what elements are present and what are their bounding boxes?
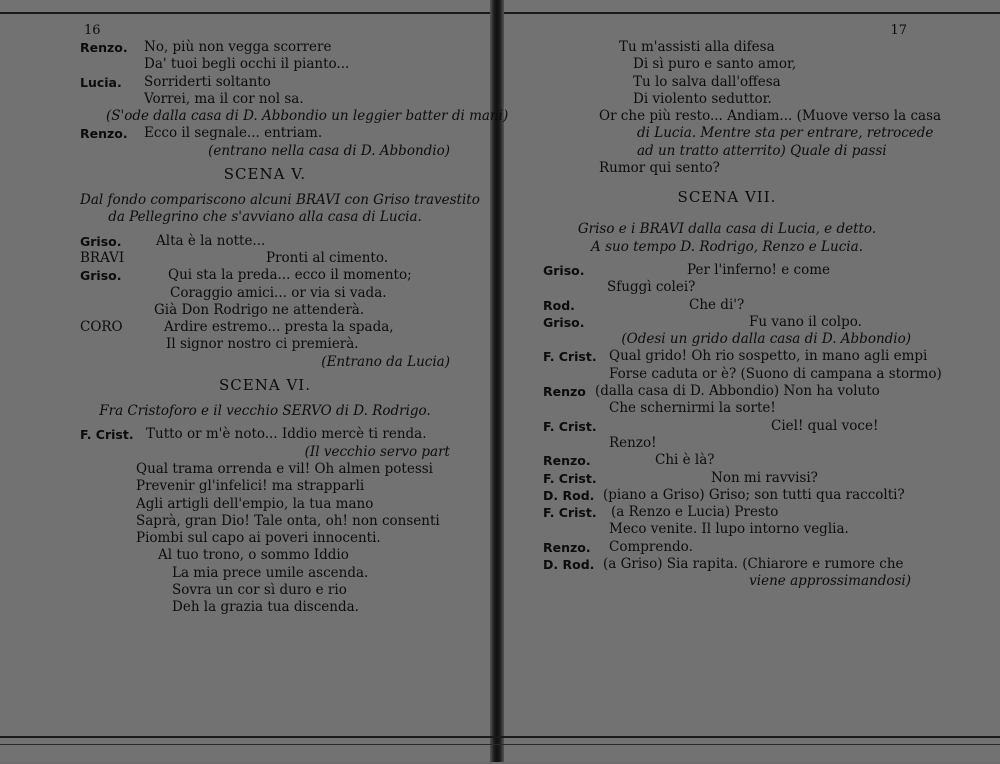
script-line: Deh la grazia tua discenda. xyxy=(172,599,359,616)
script-line: CORO Ardire estremo... presta la spada, xyxy=(80,319,394,336)
script-line: Sfuggì colei? xyxy=(607,279,696,296)
script-line: Prevenir gl'infelici! ma strapparli xyxy=(136,478,365,495)
script-line: Al tuo trono, o sommo Iddio xyxy=(158,547,349,564)
script-line: Che schernirmi la sorte! xyxy=(609,400,776,417)
script-line: Rod. Che di'? xyxy=(543,296,745,313)
page-bottom-edge xyxy=(0,736,1000,764)
script-line: Tu lo salva dall'offesa xyxy=(633,73,781,90)
stage-direction: di Lucia. Mentre sta per entrare, retrocede xyxy=(637,125,934,142)
scene-intro: da Pellegrino che s'avviano alla casa di Lucia. xyxy=(108,209,422,226)
stage-direction: (S'ode dalla casa di D. Abbondio un leggier batter di mani) xyxy=(106,108,509,125)
script-line: Lucia. Sorriderti soltanto xyxy=(80,73,271,90)
script-line: Di violento seduttor. xyxy=(633,90,772,107)
script-line: Il signor nostro ci premierà. xyxy=(166,336,359,353)
script-line: Di sì puro e santo amor, xyxy=(633,56,797,73)
script-line: F. Crist. Ciel! qual voce! xyxy=(543,417,879,434)
script-line: BRAVI Pronti al cimento. xyxy=(80,249,389,266)
stage-direction: (Il vecchio servo part xyxy=(304,443,450,460)
script-line: Saprà, gran Dio! Tale onta, oh! non consenti xyxy=(136,512,440,529)
script-line: Agli artigli dell'empio, la tua mano xyxy=(136,495,374,512)
script-line: Renzo. Ecco il segnale... entriam. xyxy=(80,125,323,142)
script-line: Renzo. No, più non vegga scorrere xyxy=(80,39,332,55)
left-page xyxy=(80,22,509,734)
script-line: Vorrei, ma il cor nol sa. xyxy=(144,90,304,107)
script-line: Meco venite. Il lupo intorno veglia. xyxy=(609,521,849,538)
right-page xyxy=(543,22,942,734)
script-line: Coraggio amici... or via si vada. xyxy=(170,284,387,301)
script-line: Piombi sul capo ai poveri innocenti. xyxy=(136,530,381,547)
script-line: Renzo. Chi è là? xyxy=(543,452,715,469)
script-line: Renzo (dalla casa di D. Abbondio) Non ha voluto xyxy=(543,383,880,400)
stage-direction: (Odesi un grido dalla casa di D. Abbondio) xyxy=(621,331,911,348)
script-line: ad un tratto atterrito) Quale di passi xyxy=(637,142,887,159)
script-line: F. Crist. Qual grido! Oh rio sospetto, in mano agli empi xyxy=(543,348,928,365)
script-line: Tu m'assisti alla difesa xyxy=(619,39,775,55)
script-line: Griso. Qui sta la preda... ecco il momento; xyxy=(80,267,412,284)
script-line: Già Don Rodrigo ne attenderà. xyxy=(154,301,365,318)
stage-direction: viene approssimandosi) xyxy=(749,573,911,590)
script-line: Or che più resto... Andiam... (Muove verso la casa xyxy=(599,108,942,125)
scene-intro: Fra Cristoforo e il vecchio SERVO di D. Rodrigo. xyxy=(99,403,431,420)
script-line: Sovra un cor sì duro e rio xyxy=(172,582,347,599)
script-line: Qual trama orrenda e vil! Oh almen potessi xyxy=(136,460,433,477)
scene-intro: Griso e i BRAVI dalla casa di Lucia, e detto. xyxy=(577,221,877,238)
script-line: F. Crist. Tutto or m'è noto... Iddio mercè ti renda. xyxy=(80,426,427,443)
script-line: F. Crist. (a Renzo e Lucia) Presto xyxy=(543,504,779,521)
page-number: 17 xyxy=(890,23,907,38)
page-number: 16 xyxy=(84,23,101,38)
stage-direction: (Entrano da Lucia) xyxy=(321,353,450,370)
script-line: Renzo! xyxy=(609,434,657,451)
scene-heading: SCENA V. xyxy=(223,165,307,184)
scene-heading: SCENA VI. xyxy=(219,376,311,395)
script-line: D. Rod. (piano a Griso) Griso; son tutti qua raccolti? xyxy=(543,486,905,503)
scene-intro: A suo tempo D. Rodrigo, Renzo e Lucia. xyxy=(591,238,863,255)
script-line: La mia prece umile ascenda. xyxy=(172,564,369,581)
script-line: Griso. Per l'inferno! e come xyxy=(543,261,830,278)
script-line: Rumor qui sento? xyxy=(599,160,720,177)
stage-direction: (entrano nella casa di D. Abbondio) xyxy=(208,142,450,159)
scene-heading: SCENA VII. xyxy=(677,188,777,207)
script-line: Griso. Fu vano il colpo. xyxy=(543,313,862,330)
script-line: Renzo. Comprendo. xyxy=(543,538,693,555)
script-line: Da' tuoi begli occhi il pianto... xyxy=(144,56,350,73)
script-line: Forse caduta or è? (Suono di campana a stormo) xyxy=(609,365,942,382)
script-line: F. Crist. Non mi ravvisi? xyxy=(543,469,818,486)
scene-intro: Dal fondo compariscono alcuni BRAVI con Griso travestito xyxy=(80,192,480,209)
script-line: D. Rod. (a Griso) Sia rapita. (Chiarore e rumore che xyxy=(543,556,904,573)
script-line: Griso. Alta è la notte... xyxy=(80,232,266,249)
